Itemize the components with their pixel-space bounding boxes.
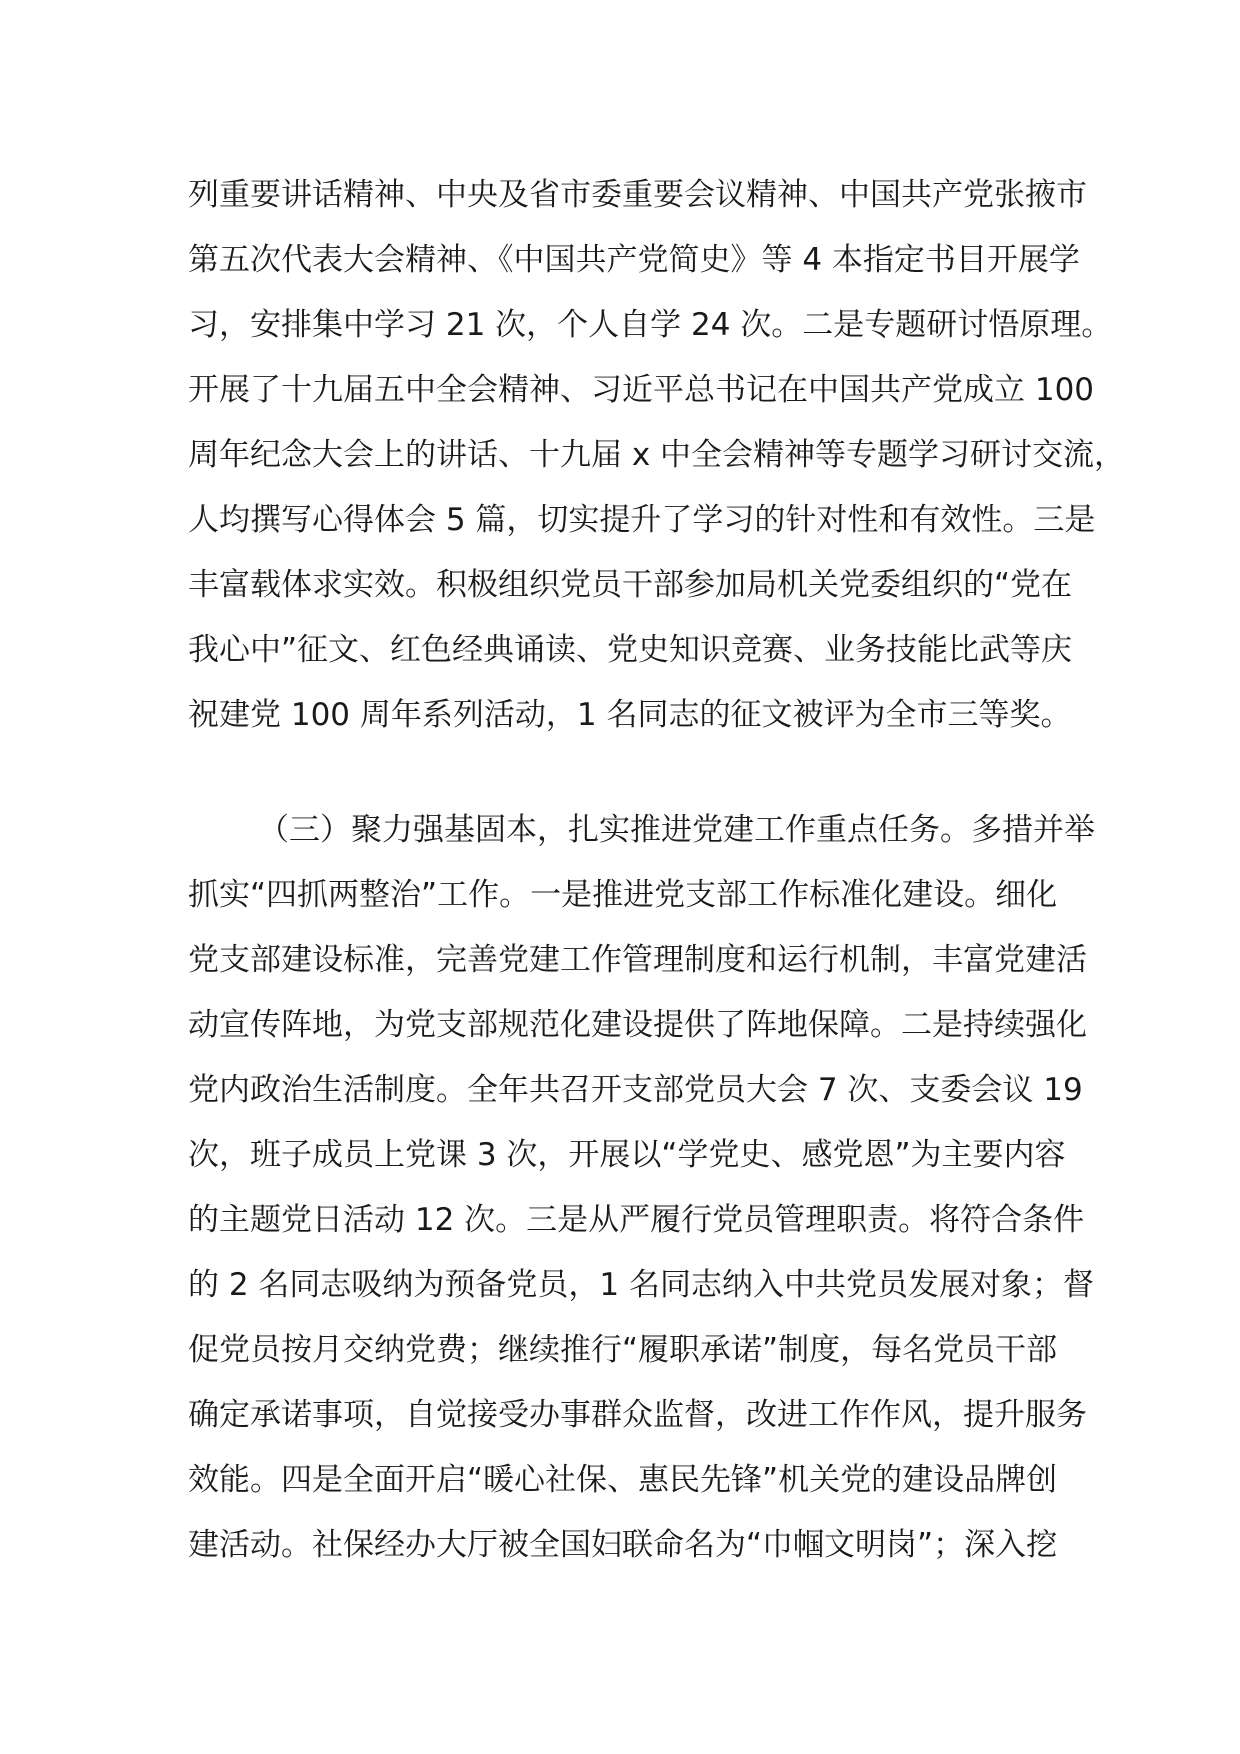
paragraph-continuation (188, 163, 1126, 748)
text-line: 抓实“四抓两整治”工作。一是推进党支部工作标准化建设。细化 (188, 877, 1058, 913)
text-line: 周年纪念大会上的讲话、十九届 x 中全会精神等专题学习研讨交流， (188, 437, 1126, 473)
text-line: 习，安排集中学习 21 次，个人自学 24 次。二是专题研讨悟原理。 (188, 307, 1113, 343)
text-line: 丰富载体求实效。积极组织党员干部参加局机关党委组织的“党在 (188, 567, 1073, 603)
text-line: 开展了十九届五中全会精神、习近平总书记在中国共产党成立 100 (188, 372, 1095, 408)
text-line: 建活动。社保经办大厅被全国妇联命名为“巾帼文明岗”；深入挖 (188, 1527, 1058, 1563)
text-line: 促党员按月交纳党费；继续推行“履职承诺”制度，每名党员干部 (188, 1332, 1058, 1368)
text-line: 祝建党 100 周年系列活动，1 名同志的征文被评为全市三等奖。 (188, 697, 1072, 733)
text-line: 的主题党日活动 12 次。三是从严履行党员管理职责。将符合条件 (188, 1202, 1085, 1238)
text-line: 动宣传阵地，为党支部规范化建设提供了阵地保障。二是持续强化 (188, 1007, 1087, 1043)
text-line: 第五次代表大会精神、《中国共产党简史》等 4 本指定书目开展学 (188, 242, 1080, 278)
text-line: 的 2 名同志吸纳为预备党员，1 名同志纳入中共党员发展对象；督 (188, 1267, 1095, 1303)
text-line: 人均撰写心得体会 5 篇，切实提升了学习的针对性和有效性。三是 (188, 502, 1096, 538)
text-line: 次，班子成员上党课 3 次，开展以“学党史、感党恩”为主要内容 (188, 1137, 1066, 1173)
text-line: 党支部建设标准，完善党建工作管理制度和运行机制，丰富党建活 (188, 942, 1087, 978)
section-heading-line: （三）聚力强基固本，扎实推进党建工作重点任务。多措并举 (258, 812, 1095, 848)
text-line: 效能。四是全面开启“暖心社保、惠民先锋”机关党的建设品牌创 (188, 1462, 1058, 1498)
paragraph-section-three (188, 798, 1095, 1578)
text-line: 我心中”征文、红色经典诵读、党史知识竞赛、业务技能比武等庆 (188, 632, 1073, 668)
text-line: 列重要讲话精神、中央及省市委重要会议精神、中国共产党张掖市 (188, 177, 1087, 213)
text-line: 党内政治生活制度。全年共召开支部党员大会 7 次、支委会议 19 (188, 1072, 1083, 1108)
text-line: 确定承诺事项，自觉接受办事群众监督，改进工作作风，提升服务 (188, 1397, 1087, 1433)
